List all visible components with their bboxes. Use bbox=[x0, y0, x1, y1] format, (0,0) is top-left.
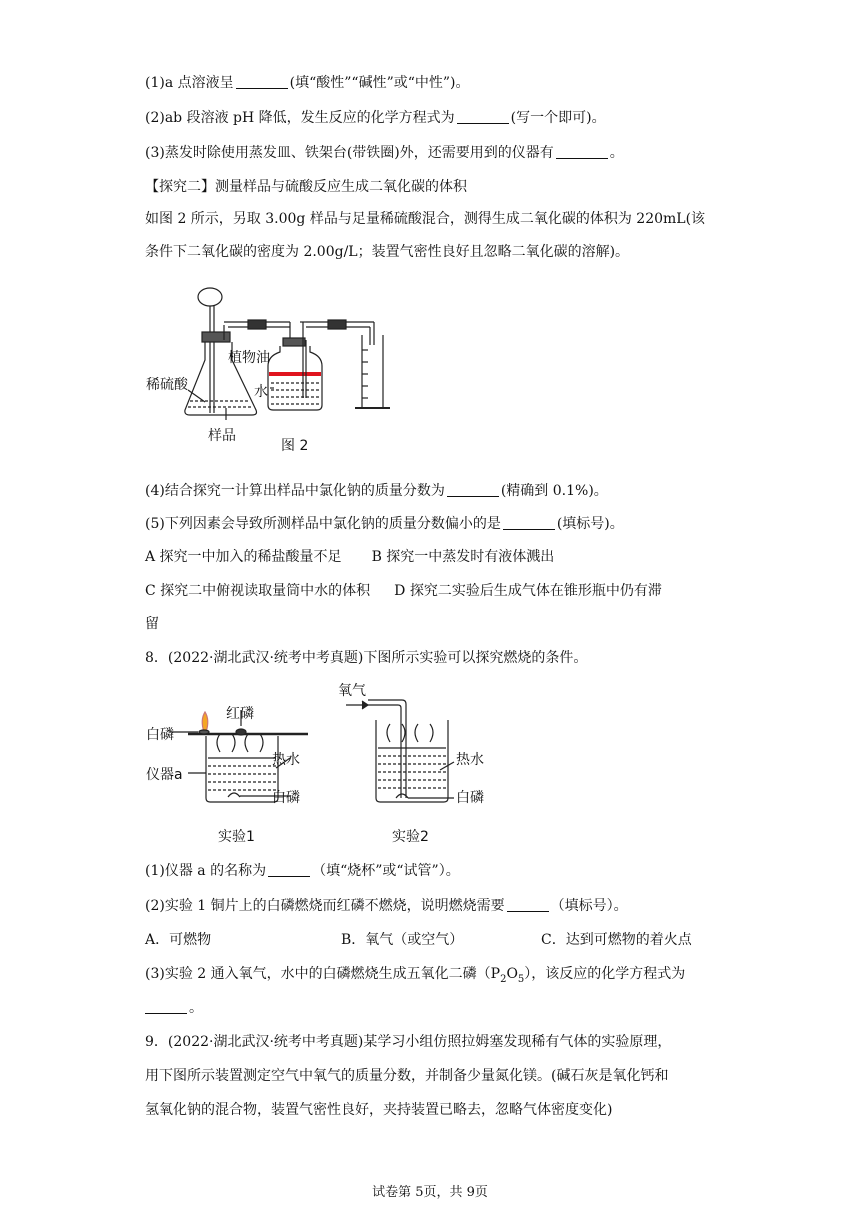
answer-blank bbox=[236, 74, 288, 89]
q7-option-a: A 探究一中加入的稀盐酸量不足 bbox=[145, 549, 342, 565]
q7-part3 bbox=[145, 143, 624, 163]
q7-p3-text: (3)蒸发时除使用蒸发皿、铁架台(带铁圈)外，还需要用到的仪器有 bbox=[145, 145, 554, 161]
q7-p3-end: 。 bbox=[609, 145, 624, 161]
answer-blank bbox=[556, 144, 608, 159]
q8-p3-end: 。 bbox=[189, 1000, 203, 1016]
q8-option-a: A．可燃物 bbox=[145, 932, 212, 948]
q7-part1 bbox=[145, 73, 470, 93]
fig2-label-sample: 样品 bbox=[208, 428, 236, 444]
q7-part5 bbox=[145, 514, 624, 534]
q7-p4-hint: (精确到 0.1%)。 bbox=[500, 483, 608, 499]
explore2-title: 【探究二】测量样品与硫酸反应生成二氧化碳的体积 bbox=[145, 179, 467, 195]
figure-combustion-experiments bbox=[140, 680, 480, 820]
q7-p2-text: (2)ab 段溶液 pH 降低，发生反应的化学方程式为 bbox=[145, 110, 455, 126]
q7-option-d: D 探究二实验后生成气体在锥形瓶中仍有滞 bbox=[394, 583, 662, 599]
q7-p5-text: (5)下列因素会导致所测样品中氯化钠的质量分数偏小的是 bbox=[145, 516, 501, 532]
q7-part2 bbox=[145, 108, 606, 128]
q8-stem-text: 下图所示实验可以探究燃烧的条件。 bbox=[363, 650, 588, 666]
fig-label-oxygen: 氧气 bbox=[338, 683, 366, 699]
q9-line1 bbox=[145, 1032, 671, 1052]
q8-part3-line2 bbox=[145, 998, 203, 1018]
q7-p1-text: (1)a 点溶液呈 bbox=[145, 75, 234, 91]
answer-blank bbox=[145, 999, 187, 1014]
fig2-label-oil: 植物油 bbox=[228, 350, 270, 366]
fig2-label-water: 水 bbox=[254, 384, 268, 400]
q8-p3-text-end: ），该反应的化学方程式为 bbox=[524, 966, 686, 982]
q7-p2-hint: (写一个即可)。 bbox=[510, 110, 606, 126]
q7-p4-text: (4)结合探究一计算出样品中氯化钠的质量分数为 bbox=[145, 483, 445, 499]
q8-part2 bbox=[145, 896, 628, 916]
fig-caption-experiment-1: 实验1 bbox=[218, 829, 255, 845]
q8-options bbox=[145, 930, 692, 950]
fig-label-hot-water-1: 热水 bbox=[272, 752, 300, 768]
answer-blank bbox=[268, 862, 310, 877]
q8-p3-formula: O bbox=[506, 966, 518, 982]
q7-option-d-cont: 留 bbox=[145, 616, 159, 632]
q8-option-b: B．氧气（或空气） bbox=[341, 932, 464, 948]
q7-p5-hint: (填标号)。 bbox=[556, 516, 624, 532]
q9-number: 9． bbox=[145, 1034, 168, 1050]
answer-blank bbox=[457, 109, 509, 124]
q7-part4 bbox=[145, 481, 608, 501]
fig-label-white-phosphorus-2: 白磷 bbox=[456, 790, 484, 806]
fig-label-hot-water-2: 热水 bbox=[456, 752, 484, 768]
q9-source: (2022·湖北武汉·统考中考真题) bbox=[167, 1034, 364, 1050]
q9-line3: 氢氧化钠的混合物，装置气密性良好，夹持装置已略去，忽略气体密度变化) bbox=[145, 1102, 613, 1118]
q8-p2-hint: （填标号）。 bbox=[550, 898, 628, 914]
answer-blank bbox=[447, 482, 499, 497]
q8-part1 bbox=[145, 861, 460, 881]
explore2-line1: 如图 2 所示，另取 3.00g 样品与足量稀硫酸混合，测得生成二氧化碳的体积为 220mL(该 bbox=[145, 211, 706, 227]
q8-stem bbox=[145, 648, 587, 668]
fig-label-instrument-a: 仪器a bbox=[146, 767, 183, 783]
fig-label-white-phosphorus-1: 白磷 bbox=[272, 790, 300, 806]
fig2-label-acid: 稀硫酸 bbox=[146, 377, 188, 393]
q9-line2: 用下图所示装置测定空气中氧气的质量分数，并制备少量氮化镁。(碱石灰是氧化钙和 bbox=[145, 1068, 669, 1084]
fig-caption-experiment-2: 实验2 bbox=[392, 829, 429, 845]
q8-number: 8． bbox=[145, 650, 168, 666]
q8-option-c: C．达到可燃物的着火点 bbox=[541, 932, 692, 948]
q7-options-ab bbox=[145, 547, 554, 567]
subscript: 2 bbox=[500, 973, 507, 985]
answer-blank bbox=[503, 515, 555, 530]
q8-p1-hint: （填“烧杯”或“试管”）。 bbox=[312, 863, 460, 879]
page-footer: 试卷第 5页，共 9页 bbox=[372, 1185, 488, 1200]
q7-option-b: B 探究一中蒸发时有液体溅出 bbox=[371, 549, 555, 565]
fig-label-red-phosphorus: 红磷 bbox=[226, 706, 254, 722]
fig2-caption: 图 2 bbox=[281, 438, 309, 454]
q8-source: (2022·湖北武汉·统考中考真题) bbox=[167, 650, 364, 666]
q7-p1-hint: (填“酸性”“碱性”或“中性”)。 bbox=[289, 75, 470, 91]
q7-option-c: C 探究二中俯视读取量筒中水的体积 bbox=[145, 583, 371, 599]
answer-blank bbox=[507, 897, 549, 912]
q8-part3-line1 bbox=[145, 964, 685, 990]
q8-p3-text: (3)实验 2 通入氧气，水中的白磷燃烧生成五氧化二磷（P bbox=[145, 966, 501, 982]
subscript: 5 bbox=[517, 973, 525, 985]
explore2-line2: 条件下二氧化碳的密度为 2.00g/L；装置气密性良好且忽略二氧化碳的溶解)。 bbox=[145, 244, 630, 260]
q8-p2-text: (2)实验 1 铜片上的白磷燃烧而红磷不燃烧，说明燃烧需要 bbox=[145, 898, 505, 914]
q7-options-cd bbox=[145, 581, 662, 601]
q9-text: 某学习小组仿照拉姆塞发现稀有气体的实验原理， bbox=[363, 1034, 672, 1050]
fig-label-white-phosphorus-top: 白磷 bbox=[146, 727, 174, 743]
figure-2-apparatus bbox=[140, 280, 440, 450]
q8-p1-text: (1)仪器 a 的名称为 bbox=[145, 863, 267, 879]
